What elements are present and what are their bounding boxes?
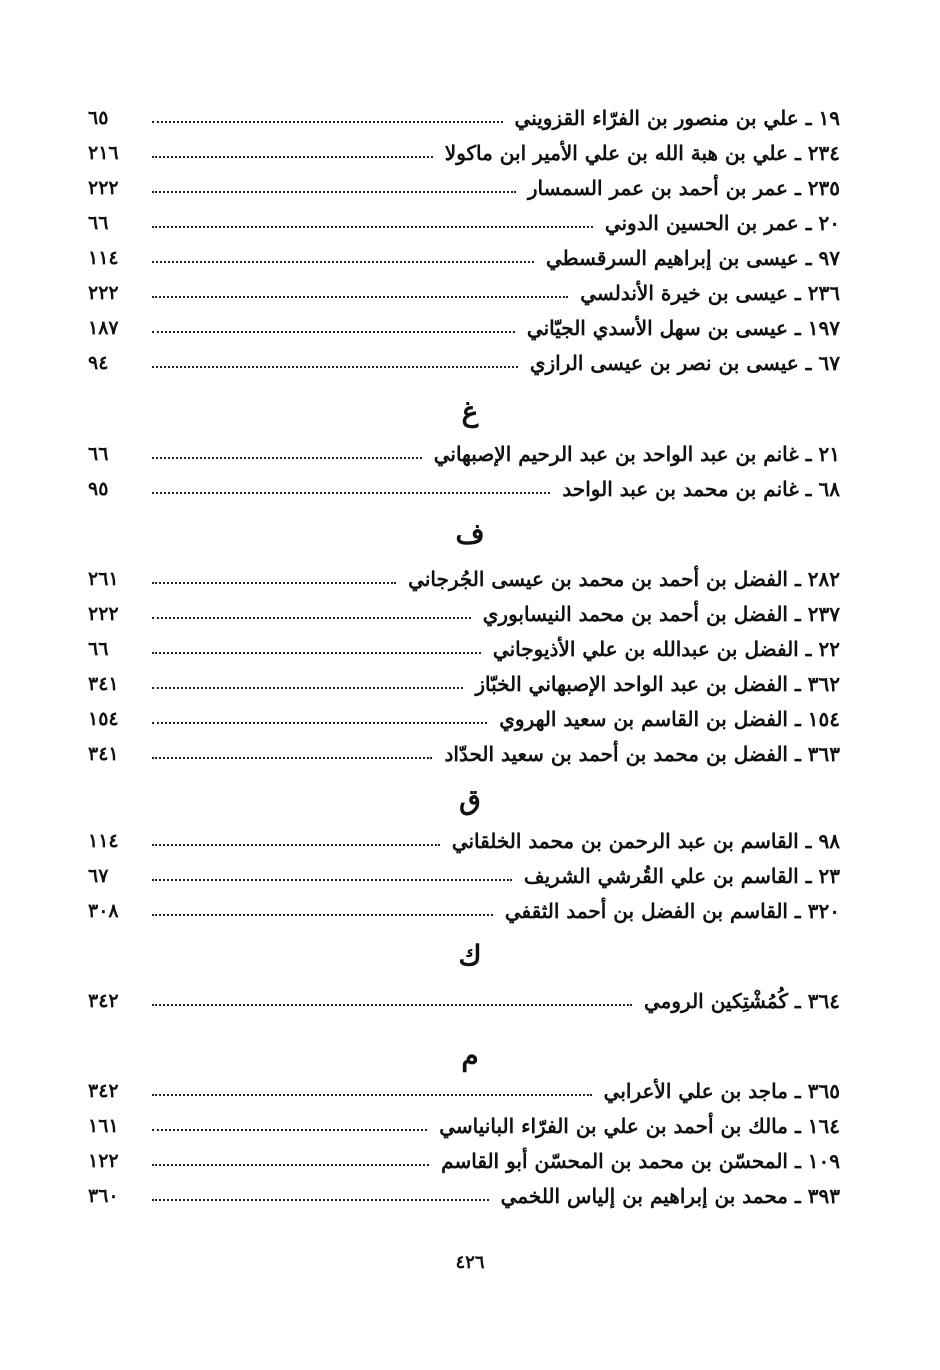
entry-name: ٢٣٧ ـ الفضل بن أحمد بن محمد النيسابوري	[482, 602, 840, 626]
dot-leader	[152, 457, 422, 459]
index-entry	[88, 737, 840, 771]
entry-page-number: ٦٦	[88, 443, 109, 465]
entry-page-number: ٦٧	[88, 865, 109, 887]
entry-page-number: ١٦١	[88, 1115, 119, 1137]
entry-page-number: ١١٤	[88, 247, 119, 269]
entry-name: ٣٢٠ ـ القاسم بن الفضل بن أحمد الثقفي	[504, 899, 840, 923]
entry-name: ٢٢ ـ الفضل بن عبدالله بن علي الأذيوجاني	[492, 637, 840, 661]
entry-page-number: ٢٢٢	[88, 177, 119, 199]
entry-name: ٩٧ ـ عيسى بن إبراهيم السرقسطي	[545, 246, 840, 270]
entry-page-number: ١١٤	[88, 830, 119, 852]
entry-page-number: ٩٤	[88, 352, 109, 374]
index-entry	[88, 346, 840, 380]
dot-leader	[152, 191, 516, 193]
dot-leader	[152, 366, 518, 368]
entry-name: ٦٧ ـ عيسى بن نصر بن عيسى الرازي	[529, 351, 840, 375]
section-letter-heading: ف	[455, 517, 485, 550]
index-entry	[88, 667, 840, 701]
dot-leader	[152, 1094, 592, 1096]
dot-leader	[152, 722, 487, 724]
dot-leader	[152, 1199, 489, 1201]
entry-name: ٣٦٣ ـ الفضل بن محمد بن أحمد بن سعيد الحدّاد	[444, 742, 840, 766]
index-entry	[88, 597, 840, 631]
dot-leader	[152, 914, 493, 916]
dot-leader	[152, 844, 440, 846]
dot-leader	[152, 331, 515, 333]
entry-page-number: ٩٥	[88, 478, 109, 500]
index-entry	[88, 894, 840, 928]
dot-leader	[152, 617, 471, 619]
dot-leader	[152, 652, 481, 654]
index-entry	[88, 206, 840, 240]
entry-page-number: ٢٢٢	[88, 603, 119, 625]
entry-name: ١٩٧ ـ عيسى بن سهل الأسدي الجيّاني	[526, 316, 840, 340]
entry-name: ١٦٤ ـ مالك بن أحمد بن علي بن الفرّاء البانياسي	[439, 1114, 840, 1138]
entry-page-number: ١٨٧	[88, 317, 119, 339]
section-letter-heading: غ	[461, 395, 479, 428]
entry-page-number: ١٥٤	[88, 708, 119, 730]
dot-leader	[152, 757, 432, 759]
entry-name: ٢٣ ـ القاسم بن علي القُرشي الشريف	[523, 864, 840, 888]
entry-name: ٢٨٢ ـ الفضل بن أحمد بن محمد بن عيسى الجُرجاني	[408, 567, 840, 591]
entry-name: ١٩ ـ علي بن منصور بن الفرّاء القزويني	[514, 106, 840, 130]
entry-name: ٣٦٤ ـ كُمُشْتِكين الرومي	[644, 989, 840, 1013]
index-entry	[88, 1179, 840, 1213]
index-entry	[88, 824, 840, 858]
entry-page-number: ٣٤١	[88, 673, 119, 695]
index-entry	[88, 136, 840, 170]
dot-leader	[152, 156, 433, 158]
entry-page-number: ٢٦١	[88, 568, 119, 590]
page-number: ٤٢٦	[455, 1252, 485, 1273]
dot-leader	[152, 1004, 632, 1006]
index-entry	[88, 562, 840, 596]
dot-leader	[152, 1164, 429, 1166]
index-entry	[88, 859, 840, 893]
entry-name: ١٠٩ ـ المحسّن بن محمد بن المحسّن أبو القاسم	[441, 1149, 840, 1173]
index-entry	[88, 311, 840, 345]
section-letter-heading: م	[461, 1039, 479, 1072]
dot-leader	[152, 582, 396, 584]
entry-name: ٩٨ ـ القاسم بن عبد الرحمن بن محمد الخلقاني	[451, 829, 840, 853]
entry-name: ٢٣٤ ـ علي بن هبة الله بن علي الأمير ابن ماكولا	[444, 141, 840, 165]
index-entry	[88, 241, 840, 275]
entry-page-number: ٢١٦	[88, 142, 119, 164]
index-entry	[88, 702, 840, 736]
index-entry	[88, 1074, 840, 1108]
index-entry	[88, 101, 840, 135]
entry-page-number: ٣٤٢	[88, 1080, 119, 1102]
entry-page-number: ١٢٢	[88, 1150, 119, 1172]
entry-name: ٦٨ ـ غانم بن محمد بن عبد الواحد	[562, 477, 840, 501]
entry-name: ٣٩٣ ـ محمد بن إبراهيم بن إلياس اللخمي	[500, 1184, 840, 1208]
entry-page-number: ٣٤١	[88, 743, 119, 765]
entry-name: ٣٦٥ ـ ماجد بن علي الأعرابي	[603, 1079, 840, 1103]
dot-leader	[152, 296, 568, 298]
index-entry	[88, 171, 840, 205]
entry-name: ٢٣٦ ـ عيسى بن خيرة الأندلسي	[580, 281, 840, 305]
index-entry	[88, 984, 840, 1018]
entry-page-number: ٣٤٢	[88, 990, 119, 1012]
entry-name: ٢٣٥ ـ عمر بن أحمد بن عمر السمسار	[527, 176, 840, 200]
entry-name: ٢١ ـ غانم بن عبد الواحد بن عبد الرحيم الإصبهاني	[433, 442, 840, 466]
dot-leader	[152, 226, 593, 228]
dot-leader	[152, 492, 550, 494]
index-entry	[88, 472, 840, 506]
entry-page-number: ٦٥	[88, 107, 109, 129]
entry-name: ١٥٤ ـ الفضل بن القاسم بن سعيد الهروي	[499, 707, 840, 731]
entry-name: ٢٠ ـ عمر بن الحسين الدوني	[604, 211, 840, 235]
dot-leader	[152, 121, 503, 123]
index-entry	[88, 437, 840, 471]
index-entry	[88, 1109, 840, 1143]
entry-page-number: ٣٦٠	[88, 1185, 119, 1207]
section-letter-heading: ق	[459, 783, 481, 816]
entry-page-number: ٣٠٨	[88, 900, 119, 922]
entry-page-number: ٢٢٢	[88, 282, 119, 304]
entry-page-number: ٦٦	[88, 212, 109, 234]
dot-leader	[152, 687, 463, 689]
entry-page-number: ٦٦	[88, 638, 109, 660]
index-entry	[88, 1144, 840, 1178]
index-entry	[88, 632, 840, 666]
index-entry	[88, 276, 840, 310]
entry-name: ٣٦٢ ـ الفضل بن عبد الواحد الإصبهاني الخبّاز	[475, 672, 840, 696]
dot-leader	[152, 879, 512, 881]
dot-leader	[152, 1129, 427, 1131]
section-letter-heading: ك	[458, 939, 482, 972]
dot-leader	[152, 261, 534, 263]
